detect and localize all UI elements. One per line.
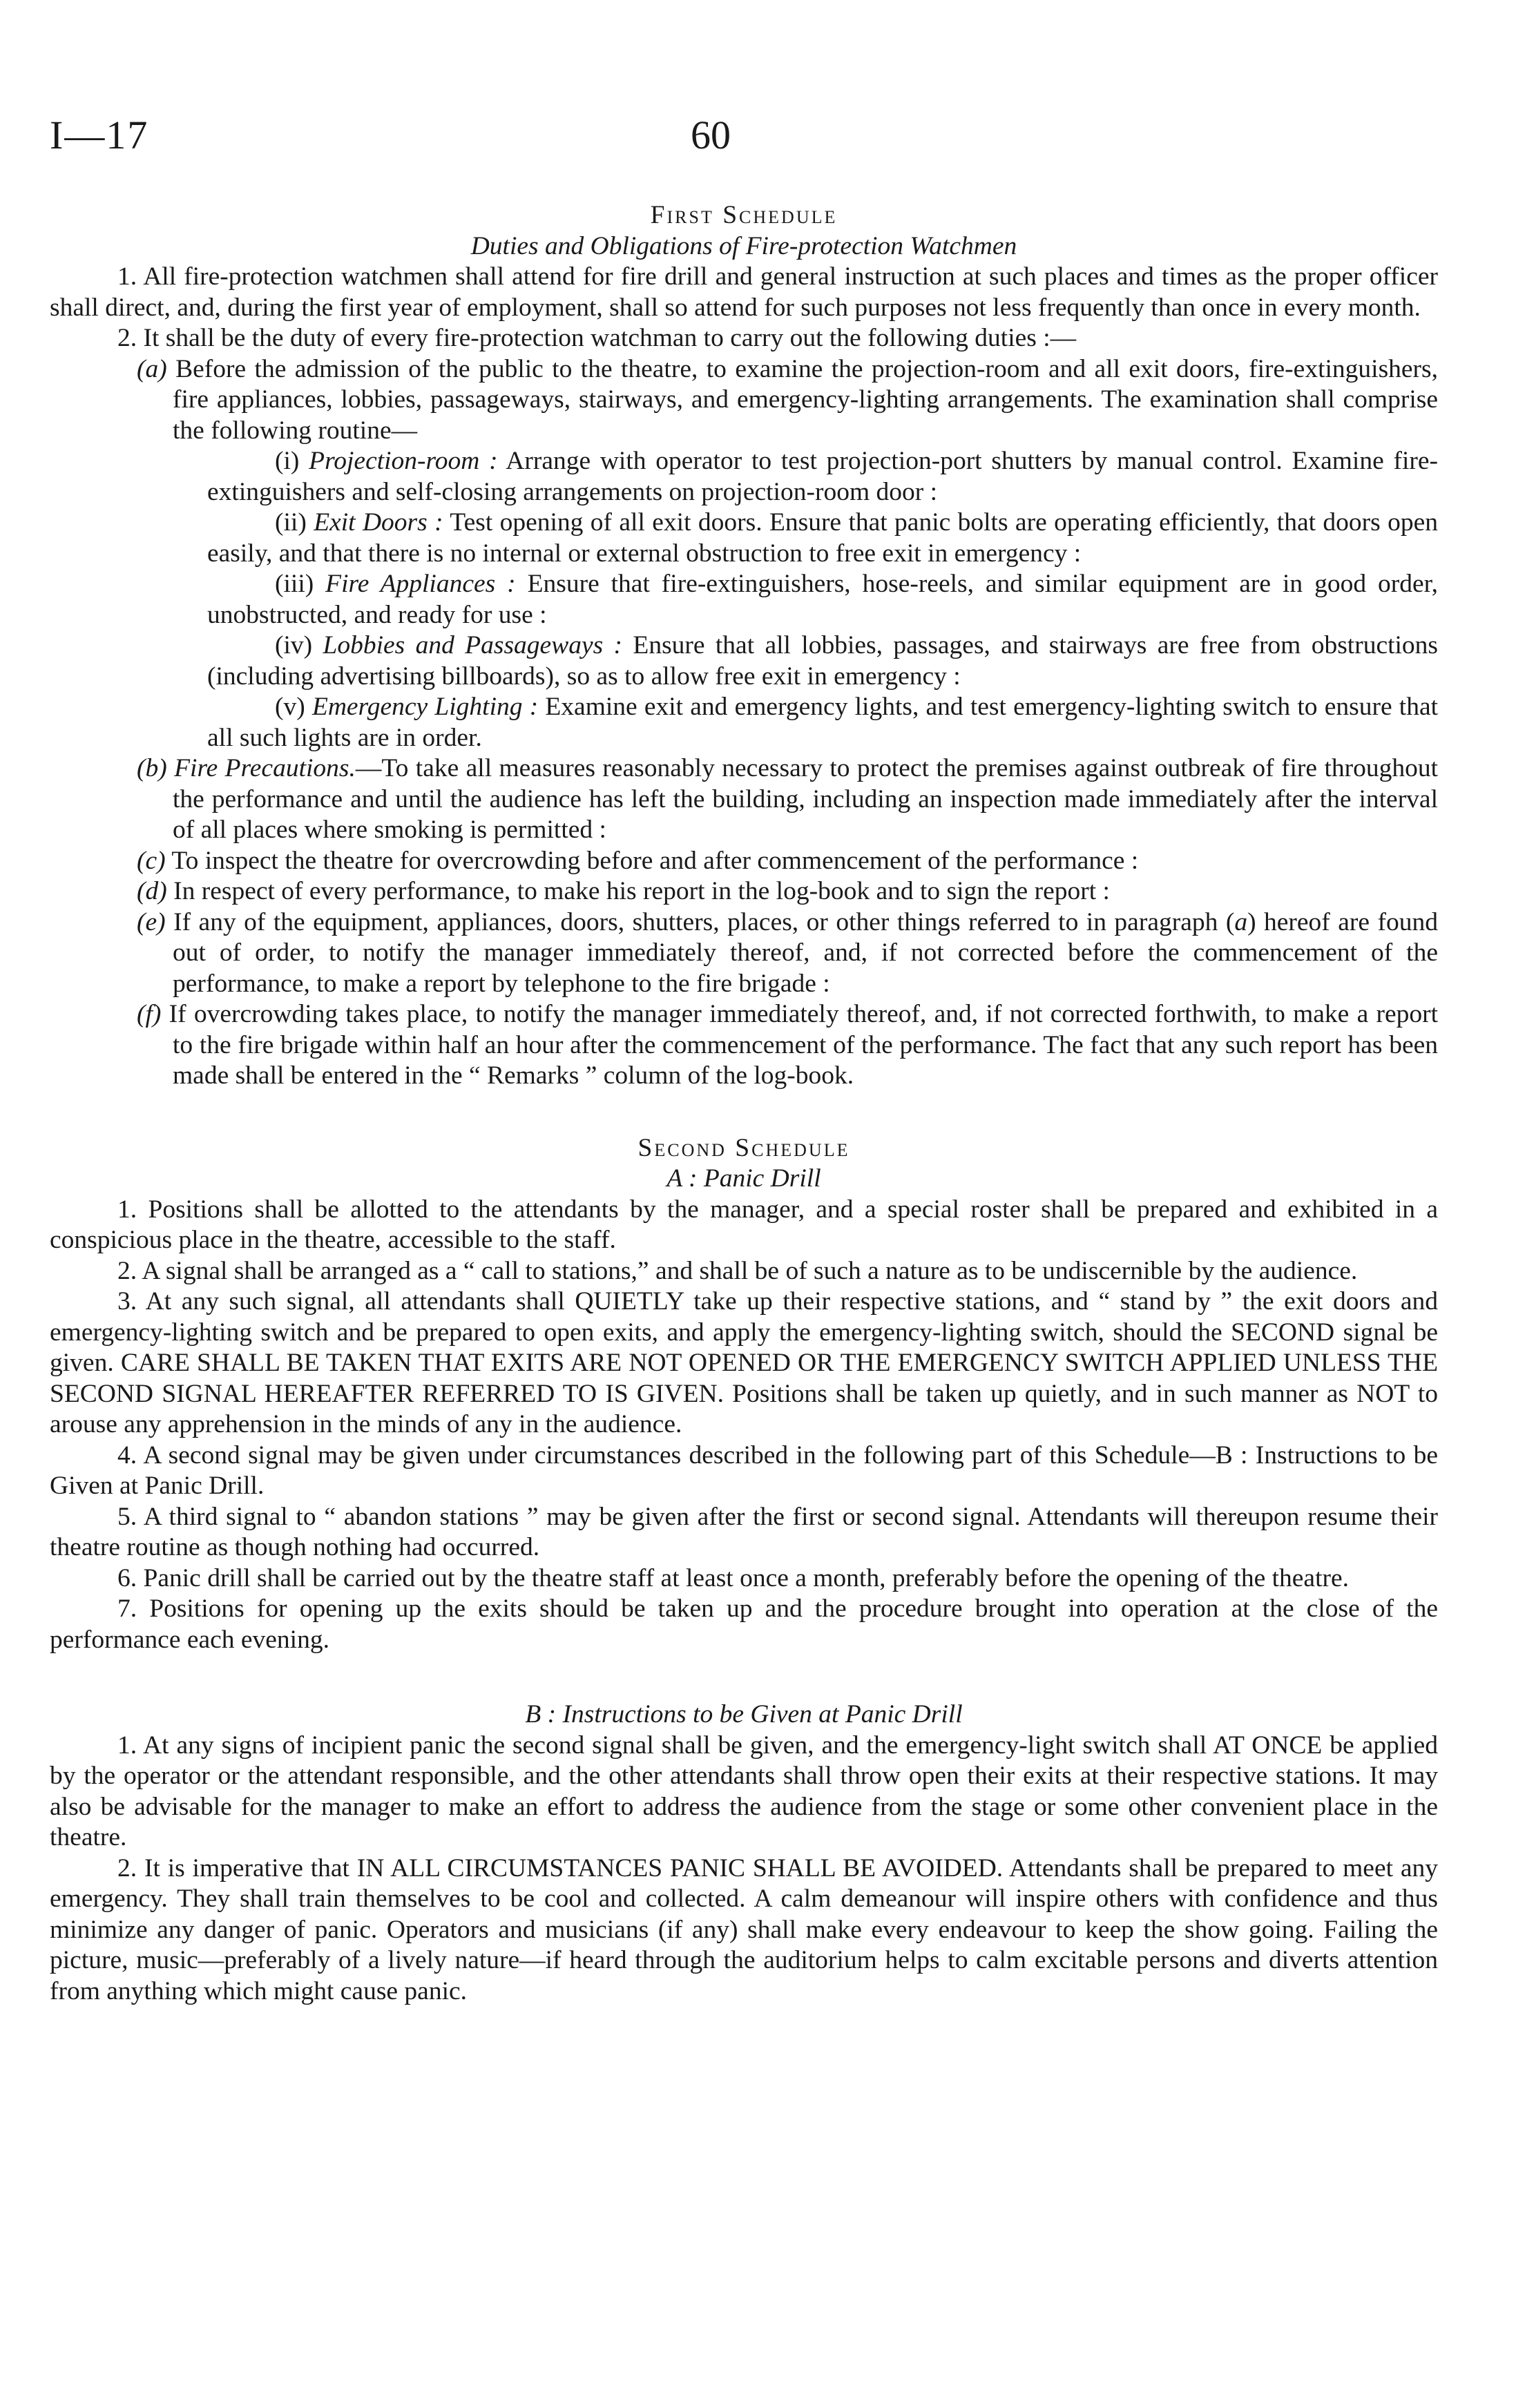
first-schedule-subtitle: Duties and Obligations of Fire-protection Watchmen — [470, 231, 1017, 260]
duty-b: (b) Fire Precautions.—To take all measures reasonably necessary to protect the premises against outbreak of fire throughout the performance and until the audience has left the building, including an inspection made immediately after the interval of all places where smoking is permitted : — [137, 754, 1439, 844]
duty-c: (c) To inspect the theatre for overcrowding before and after commencement of the performance : — [137, 846, 1139, 875]
duty-f: (f) If overcrowding takes place, to notify the manager immediately thereof, and, if not corrected forthwith, to make a report to the fire brigade within half an hour after the commencement of the performance. The fact that any such report has been made shall be entered in the “ Remarks ” column of the log-book. — [137, 1000, 1439, 1090]
panic-drill-para: 5. A third signal to “ abandon stations ” may be given after the first or second signal. Attendants will thereupon resume their theatre routine as though nothing had occurred. — [50, 1502, 1438, 1561]
routine-item: (iv) Lobbies and Passageways : Ensure that all lobbies, passages, and stairways are free from obstructions (including advertising billboards), so as to allow free exit in emergency : — [207, 631, 1439, 691]
routine-item: (iii) Fire Appliances : Ensure that fire-extinguishers, hose-reels, and similar equipment are in good order, unobstructed, and ready for use : — [207, 570, 1439, 629]
duty-a-text: Before the admission of the public to the theatre, to examine the projection-room and all exit doors, fire-extinguishers, fire appliances, lobbies, passageways, stairways, and emergency-lighting arrangements. The examination shall comprise the following routine— — [173, 354, 1439, 445]
second-schedule-title: Second Schedule — [637, 1133, 850, 1162]
instructions-para: 2. It is imperative that IN ALL CIRCUMSTANCES PANIC SHALL BE AVOIDED. Attendants shall be prepared to meet any emergency. They shall train themselves to be cool and collected. A calm demeanour will inspire others with confidence and thus minimize any danger of panic. Operators and musicians (if any) shall make every endeavour to keep the show going. Failing the picture, music—preferably of a lively nature—if heard through the auditorium helps to calm excitable persons and diverts attention from anything which might cause panic. — [50, 1853, 1438, 2005]
panic-drill-para: 1. Positions shall be allotted to the attendants by the manager, and a special roster shall be prepared and exhibited in a conspicious place in the theatre, accessible to the staff. — [50, 1195, 1438, 1254]
first-schedule-para-1: 1. All fire-protection watchmen shall attend for fire drill and general instruction at such places and times as the proper officer shall direct, and, during the first year of employment, shall so attend for such purposes not less frequently than once in every month. — [50, 262, 1438, 322]
panic-drill-para: 3. At any such signal, all attendants shall QUIETLY take up their respective stations, and “ stand by ” the exit doors and emergency-lighting switch and be prepared to open exits, and apply the emergency-lighting switch, should the SECOND signal be given. CARE SHALL BE TAKEN THAT EXITS ARE NOT OPENED OR THE EMERGENCY SWITCH APPLIED UNLESS THE SECOND SIGNAL HEREAFTER REFERRED TO IS GIVEN. Positions shall be taken up quietly, and in such manner as NOT to arouse any apprehension in the minds of any in the audience. — [50, 1287, 1438, 1438]
panic-drill-para: 4. A second signal may be given under circumstances described in the following part of this Schedule—B : Instructions to be Given at Panic Drill. — [50, 1441, 1438, 1500]
panic-drill-heading: A : Panic Drill — [666, 1164, 821, 1193]
duty-a-label: (a) — [137, 354, 167, 383]
duty-e: (e) If any of the equipment, appliances, doors, shutters, places, or other things referred to in paragraph (a) hereof are found out of order, to notify the manager immediately thereof, and, if not corrected before the commencement of the performance, to make a report by telephone to the fire brigade : — [137, 907, 1438, 998]
duty-a — [50, 354, 1438, 447]
page-reference: I—17 — [50, 113, 149, 157]
panic-drill-para: 2. A signal shall be arranged as a “ call to stations,” and shall be of such a nature as to be undiscernible by the audience. — [117, 1256, 1358, 1285]
page-number: 60 — [691, 113, 731, 157]
routine-item: (i) Projection-room : Arrange with operator to test projection-port shutters by manual control. Examine fire-extinguishers and self-closing arrangements on projection-room door : — [207, 447, 1439, 506]
instructions-heading: B : Instructions to be Given at Panic Drill — [525, 1700, 963, 1728]
first-schedule-title: First Schedule — [650, 201, 838, 229]
panic-drill-para: 6. Panic drill shall be carried out by the theatre staff at least once a month, preferably before the opening of the theatre. — [117, 1563, 1349, 1592]
routine-item: (v) Emergency Lighting : Examine exit and emergency lights, and test emergency-lighting switch to ensure that all such lights are in order. — [207, 693, 1439, 752]
duty-d: (d) In respect of every performance, to make his report in the log-book and to sign the report : — [137, 877, 1110, 905]
first-schedule-para-2: 2. It shall be the duty of every fire-protection watchman to carry out the following duties :— — [117, 324, 1077, 352]
panic-drill-para: 7. Positions for opening up the exits should be taken up and the procedure brought into operation at the close of the performance each evening. — [50, 1595, 1438, 1654]
instructions-para: 1. At any signs of incipient panic the second signal shall be given, and the emergency-light switch shall AT ONCE be applied by the operator or the attendant responsible, and the other attendants shall throw open their exits at their respective stations. It may also be advisable for the manager to make an effort to address the audience from the stage or some other convenient place in the theatre. — [50, 1731, 1438, 1851]
page-body — [50, 200, 1438, 2007]
routine-item: (ii) Exit Doors : Test opening of all exit doors. Ensure that panic bolts are operating efficiently, that doors open easily, and that there is no internal or external obstruction to free exit in emergency : — [207, 508, 1438, 568]
